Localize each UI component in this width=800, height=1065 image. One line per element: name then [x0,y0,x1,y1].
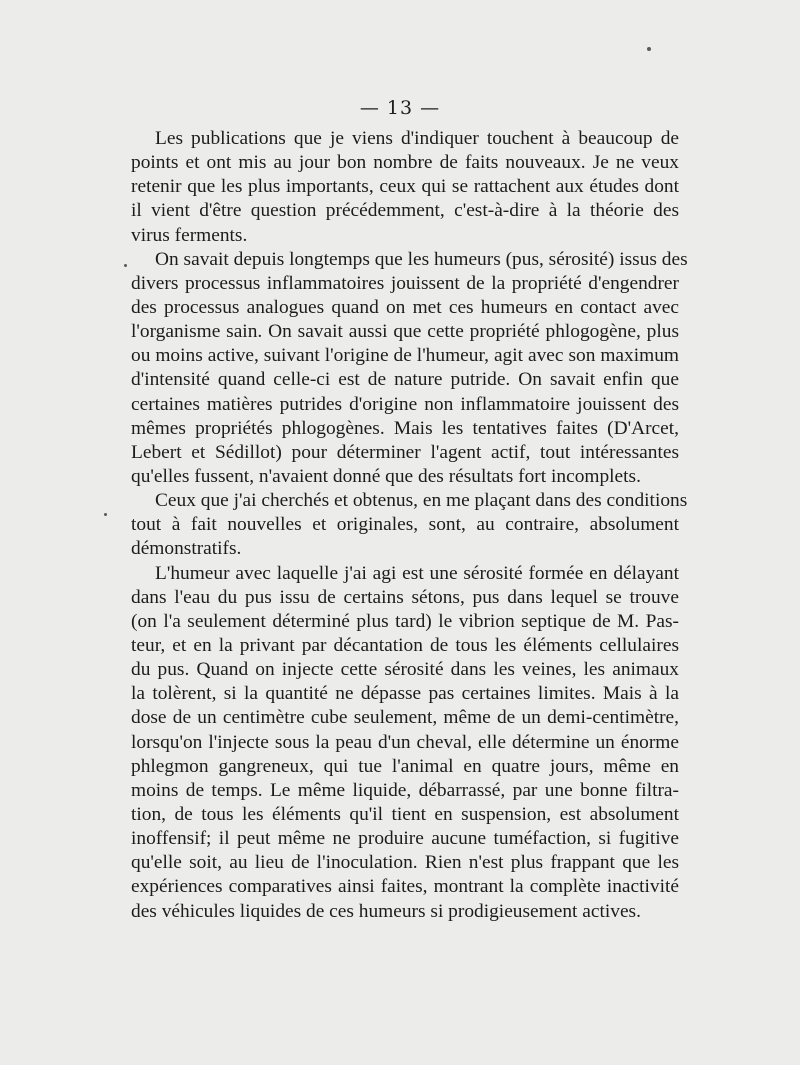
paragraph-3 [131,489,688,561]
text-line: mêmes propriétés phlogogènes. Mais les tentatives faites (D'Arcet, [131,417,679,439]
text-line: phlegmon gangreneux, qui tue l'animal en quatre jours, même en [131,755,679,777]
text-line: qu'elles fussent, n'avaient donné que des résultats fort incomplets. [131,465,641,487]
text-line: (on l'a seulement déterminé plus tard) le vibrion septique de M. Pas- [131,610,679,632]
text-line: expériences comparatives ainsi faites, montrant la complète inactivité [131,876,679,898]
text-line: qu'elle soit, au lieu de l'inoculation. Rien n'est plus frappant que les [131,852,679,874]
text-line: d'intensité quand celle-ci est de nature putride. On savait enfin que [131,369,679,391]
text-line: virus ferments. [131,224,248,246]
text-line: moins de temps. Le même liquide, débarrassé, par une bonne filtra- [131,779,679,801]
text-line: L'humeur avec laquelle j'ai agi est une sérosité formée en délayant [155,562,679,584]
text-line: On savait depuis longtemps que les humeurs (pus, sérosité) issus des [155,248,688,270]
text-line: ou moins active, suivant l'origine de l'humeur, agit avec son maximum [131,345,679,367]
paragraph-1 [131,127,679,248]
text-line: du pus. Quand on injecte cette sérosité dans les veines, les animaux [131,659,679,681]
text-line: dans l'eau du pus issu de certains sétons, pus dans lequel se trouve [131,586,679,608]
text-line: Lebert et Sédillot) pour déterminer l'agent actif, tout intéressantes [131,441,679,463]
text-line: des véhicules liquides de ces humeurs si prodigieusement actives. [131,900,641,922]
text-line: Ceux que j'ai cherchés et obtenus, en me plaçant dans des conditions [155,490,688,512]
paragraph-4 [131,562,679,924]
print-speck [124,264,127,267]
text-line: divers processus inflammatoires jouissent de la propriété d'engendrer [131,272,679,294]
text-line: teur, et en la privant par décantation de tous les éléments cellulaires [131,634,679,656]
text-line: lorsqu'on l'injecte sous la peau d'un cheval, elle détermine un énorme [131,731,679,753]
text-line: l'organisme sain. On savait aussi que cette propriété phlogogène, plus [131,321,679,343]
text-line: dose de un centimètre cube seulement, même de un demi-centimètre, [131,707,679,729]
text-line: démonstratifs. [131,538,242,560]
print-speck [104,513,107,516]
text-line: retenir que les plus importants, ceux qui se rattachent aux études dont [131,176,679,198]
paragraph-2 [131,248,688,489]
text-line: certaines matières putrides d'origine non inflammatoire jouissent des [131,393,679,415]
text-line: tout à fait nouvelles et originales, sont, au contraire, absolument [131,514,679,536]
print-speck [647,47,651,51]
text-line: points et ont mis au jour bon nombre de faits nouveaux. Je ne veux [131,152,679,174]
text-line: des processus analogues quand on met ces humeurs en contact avec [131,296,679,318]
text-line: Les publications que je viens d'indiquer touchent à beaucoup de [155,128,679,149]
text-line: la tolèrent, si la quantité ne dépasse pas certaines limites. Mais à la [131,683,679,705]
text-line: tion, de tous les éléments qu'il tient en suspension, est absolument [131,803,679,825]
text-line: inoffensif; il peut même ne produire aucune tuméfaction, si fugitive [131,828,679,850]
page-number: — 13 — [359,97,441,119]
text-line: il vient d'être question précédemment, c'est-à-dire à la théorie des [131,200,679,222]
body-text [131,127,688,924]
